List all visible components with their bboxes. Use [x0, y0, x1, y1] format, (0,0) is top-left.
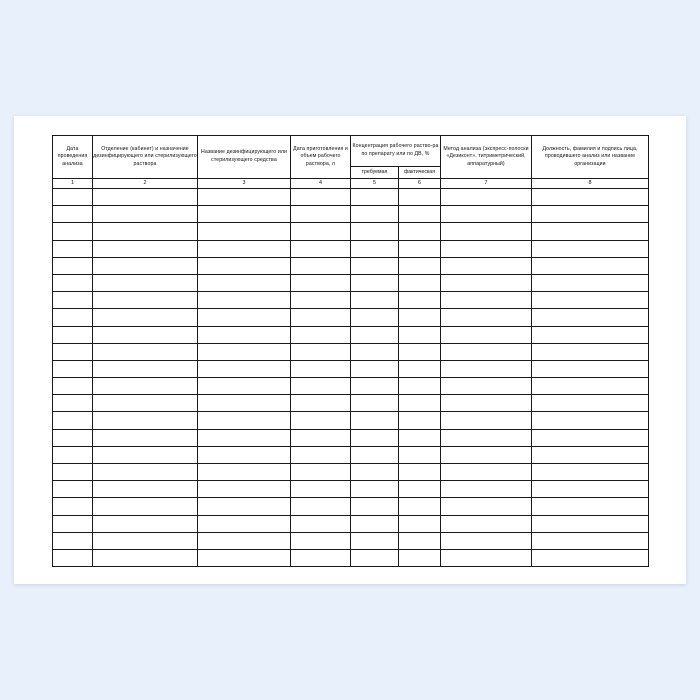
table-cell[interactable]: [291, 378, 351, 395]
table-cell[interactable]: [93, 412, 198, 429]
table-row[interactable]: [53, 223, 649, 240]
table-cell[interactable]: [399, 395, 441, 412]
table-cell[interactable]: [441, 446, 532, 463]
header-department-purpose: Отделение (кабинет) и назначение дезинфицирующего или стерилизующего раствора: [93, 136, 198, 179]
table-cell[interactable]: [351, 429, 399, 446]
table-cell[interactable]: [198, 498, 291, 515]
table-cell[interactable]: [53, 395, 93, 412]
table-cell[interactable]: [198, 360, 291, 377]
table-cell[interactable]: [291, 515, 351, 532]
table-cell[interactable]: [351, 515, 399, 532]
table-cell[interactable]: [399, 360, 441, 377]
table-cell[interactable]: [93, 223, 198, 240]
table-cell[interactable]: [399, 240, 441, 257]
table-cell[interactable]: [291, 360, 351, 377]
table-cell[interactable]: [198, 292, 291, 309]
journal-table-container: [52, 135, 648, 565]
table-cell[interactable]: [532, 223, 649, 240]
table-row[interactable]: [53, 378, 649, 395]
table-cell[interactable]: [53, 240, 93, 257]
table-row[interactable]: [53, 257, 649, 274]
table-cell[interactable]: [93, 240, 198, 257]
table-cell[interactable]: [399, 223, 441, 240]
table-cell[interactable]: [399, 292, 441, 309]
table-cell[interactable]: [93, 257, 198, 274]
table-cell[interactable]: [532, 326, 649, 343]
table-cell[interactable]: [291, 292, 351, 309]
table-cell[interactable]: [351, 189, 399, 206]
table-cell[interactable]: [532, 360, 649, 377]
column-number-row: [53, 179, 649, 189]
table-cell[interactable]: [399, 257, 441, 274]
table-row[interactable]: [53, 360, 649, 377]
table-row[interactable]: [53, 464, 649, 481]
table-cell[interactable]: [399, 189, 441, 206]
table-cell[interactable]: [399, 446, 441, 463]
table-cell[interactable]: [532, 429, 649, 446]
table-row[interactable]: [53, 395, 649, 412]
table-cell[interactable]: [53, 292, 93, 309]
table-cell[interactable]: [351, 257, 399, 274]
table-cell[interactable]: [532, 532, 649, 549]
table-row[interactable]: [53, 309, 649, 326]
table-cell[interactable]: [441, 309, 532, 326]
table-cell[interactable]: [399, 326, 441, 343]
table-cell[interactable]: [351, 343, 399, 360]
table-cell[interactable]: [351, 206, 399, 223]
table-cell[interactable]: [532, 498, 649, 515]
table-cell[interactable]: [441, 481, 532, 498]
table-cell[interactable]: [53, 498, 93, 515]
table-cell[interactable]: [532, 309, 649, 326]
table-cell[interactable]: [291, 464, 351, 481]
table-cell[interactable]: [93, 292, 198, 309]
table-cell[interactable]: [441, 515, 532, 532]
table-row[interactable]: [53, 429, 649, 446]
table-cell[interactable]: [399, 429, 441, 446]
table-cell[interactable]: [198, 240, 291, 257]
table-cell[interactable]: [532, 274, 649, 291]
table-cell[interactable]: [399, 464, 441, 481]
table-cell[interactable]: [93, 515, 198, 532]
table-cell[interactable]: [198, 532, 291, 549]
table-cell[interactable]: [53, 360, 93, 377]
table-row[interactable]: [53, 206, 649, 223]
table-row[interactable]: [53, 515, 649, 532]
table-cell[interactable]: [291, 223, 351, 240]
table-cell[interactable]: [399, 481, 441, 498]
table-cell[interactable]: [53, 274, 93, 291]
table-cell[interactable]: [351, 360, 399, 377]
table-cell[interactable]: [532, 292, 649, 309]
paper-sheet: [14, 116, 686, 584]
table-cell[interactable]: [93, 549, 198, 566]
table-cell[interactable]: [198, 549, 291, 566]
table-cell[interactable]: [53, 206, 93, 223]
table-cell[interactable]: [53, 223, 93, 240]
table-cell[interactable]: [441, 240, 532, 257]
table-cell[interactable]: [351, 309, 399, 326]
table-cell[interactable]: [399, 206, 441, 223]
table-cell[interactable]: [291, 257, 351, 274]
table-cell[interactable]: [198, 395, 291, 412]
column-number-1: 1: [53, 179, 93, 189]
table-cell[interactable]: [441, 292, 532, 309]
table-cell[interactable]: [53, 412, 93, 429]
table-row[interactable]: [53, 292, 649, 309]
table-cell[interactable]: [351, 274, 399, 291]
table-cell[interactable]: [198, 309, 291, 326]
table-cell[interactable]: [441, 257, 532, 274]
table-cell[interactable]: [198, 378, 291, 395]
table-row[interactable]: [53, 412, 649, 429]
header-agent-name: Название дезинфицирующего или стерилизующего средства: [198, 136, 291, 179]
table-cell[interactable]: [351, 240, 399, 257]
table-cell[interactable]: [532, 481, 649, 498]
table-cell[interactable]: [93, 189, 198, 206]
table-cell[interactable]: [53, 257, 93, 274]
table-cell[interactable]: [198, 481, 291, 498]
table-cell[interactable]: [291, 240, 351, 257]
table-cell[interactable]: [93, 532, 198, 549]
table-cell[interactable]: [399, 498, 441, 515]
table-row[interactable]: [53, 498, 649, 515]
header-preparation-date-volume: Дата приготовления и объем рабочего раствора, л: [291, 136, 351, 179]
table-cell[interactable]: [532, 240, 649, 257]
table-row[interactable]: [53, 549, 649, 566]
table-cell[interactable]: [93, 429, 198, 446]
table-cell[interactable]: [291, 206, 351, 223]
table-row[interactable]: [53, 189, 649, 206]
table-cell[interactable]: [198, 274, 291, 291]
table-cell[interactable]: [532, 412, 649, 429]
table-cell[interactable]: [53, 446, 93, 463]
table-cell[interactable]: [351, 378, 399, 395]
table-cell[interactable]: [441, 343, 532, 360]
table-cell[interactable]: [93, 274, 198, 291]
table-row[interactable]: [53, 481, 649, 498]
table-row[interactable]: [53, 532, 649, 549]
table-cell[interactable]: [351, 464, 399, 481]
table-cell[interactable]: [399, 549, 441, 566]
table-cell[interactable]: [291, 326, 351, 343]
table-cell[interactable]: [441, 464, 532, 481]
table-cell[interactable]: [93, 360, 198, 377]
table-cell[interactable]: [532, 343, 649, 360]
subheader-actual: фактическая: [399, 167, 441, 179]
table-cell[interactable]: [198, 206, 291, 223]
table-cell[interactable]: [532, 446, 649, 463]
table-cell[interactable]: [53, 378, 93, 395]
table-cell[interactable]: [441, 189, 532, 206]
table-cell[interactable]: [399, 532, 441, 549]
table-cell[interactable]: [291, 274, 351, 291]
header-responsible-person: Должность, фамилия и подпись лица, проводившего анализ или название организации: [532, 136, 649, 179]
column-number-6: 6: [399, 179, 441, 189]
table-cell[interactable]: [53, 532, 93, 549]
header-row-main: [53, 136, 649, 167]
table-cell[interactable]: [93, 464, 198, 481]
table-cell[interactable]: [198, 343, 291, 360]
table-cell[interactable]: [399, 515, 441, 532]
table-cell[interactable]: [53, 309, 93, 326]
table-cell[interactable]: [441, 549, 532, 566]
table-cell[interactable]: [93, 343, 198, 360]
header-date-of-analysis: Дата проведения анализа: [53, 136, 93, 179]
table-cell[interactable]: [351, 481, 399, 498]
table-cell[interactable]: [291, 481, 351, 498]
table-cell[interactable]: [93, 395, 198, 412]
table-cell[interactable]: [532, 189, 649, 206]
table-cell[interactable]: [93, 309, 198, 326]
table-row[interactable]: [53, 326, 649, 343]
column-number-2: 2: [93, 179, 198, 189]
table-row[interactable]: [53, 240, 649, 257]
table-cell[interactable]: [198, 412, 291, 429]
column-number-4: 4: [291, 179, 351, 189]
table-cell[interactable]: [291, 309, 351, 326]
table-cell[interactable]: [441, 223, 532, 240]
table-cell[interactable]: [441, 498, 532, 515]
table-cell[interactable]: [441, 429, 532, 446]
table-cell[interactable]: [532, 257, 649, 274]
table-cell[interactable]: [351, 326, 399, 343]
table-row[interactable]: [53, 274, 649, 291]
header-analysis-method: Метод анализа (экспресс-полоски «Дезиконт», титриметрический, аппаратурный): [441, 136, 532, 179]
table-cell[interactable]: [441, 274, 532, 291]
table-cell[interactable]: [441, 395, 532, 412]
column-number-8: 8: [532, 179, 649, 189]
table-cell[interactable]: [351, 549, 399, 566]
table-cell[interactable]: [351, 395, 399, 412]
table-cell[interactable]: [291, 498, 351, 515]
table-cell[interactable]: [291, 412, 351, 429]
header-concentration: Концентрация рабочего раство-ра по препарату или по ДВ, %: [351, 136, 441, 167]
table-cell[interactable]: [351, 292, 399, 309]
table-cell[interactable]: [53, 481, 93, 498]
table-cell[interactable]: [53, 429, 93, 446]
table-cell[interactable]: [291, 395, 351, 412]
table-cell[interactable]: [93, 498, 198, 515]
table-cell[interactable]: [53, 464, 93, 481]
table-cell[interactable]: [441, 360, 532, 377]
table-cell[interactable]: [351, 532, 399, 549]
table-cell[interactable]: [53, 189, 93, 206]
table-cell[interactable]: [291, 189, 351, 206]
table-cell[interactable]: [532, 378, 649, 395]
table-cell[interactable]: [532, 515, 649, 532]
table-cell[interactable]: [198, 223, 291, 240]
table-cell[interactable]: [291, 549, 351, 566]
table-cell[interactable]: [198, 326, 291, 343]
column-number-5: 5: [351, 179, 399, 189]
table-cell[interactable]: [53, 549, 93, 566]
table-cell[interactable]: [399, 378, 441, 395]
table-cell[interactable]: [351, 498, 399, 515]
table-cell[interactable]: [441, 378, 532, 395]
table-cell[interactable]: [291, 446, 351, 463]
table-cell[interactable]: [399, 343, 441, 360]
table-cell[interactable]: [532, 395, 649, 412]
table-cell[interactable]: [291, 343, 351, 360]
table-cell[interactable]: [399, 309, 441, 326]
table-header: [53, 136, 649, 189]
table-cell[interactable]: [53, 343, 93, 360]
table-cell[interactable]: [441, 532, 532, 549]
table-cell[interactable]: [198, 189, 291, 206]
table-cell[interactable]: [198, 257, 291, 274]
journal-table: [52, 135, 649, 567]
table-cell[interactable]: [441, 326, 532, 343]
column-number-7: 7: [441, 179, 532, 189]
table-cell[interactable]: [399, 274, 441, 291]
table-row[interactable]: [53, 343, 649, 360]
table-cell[interactable]: [399, 412, 441, 429]
table-cell[interactable]: [198, 515, 291, 532]
table-cell[interactable]: [198, 429, 291, 446]
table-cell[interactable]: [441, 206, 532, 223]
table-cell[interactable]: [532, 206, 649, 223]
table-cell[interactable]: [93, 206, 198, 223]
table-cell[interactable]: [291, 429, 351, 446]
table-cell[interactable]: [93, 326, 198, 343]
table-cell[interactable]: [93, 481, 198, 498]
column-number-3: 3: [198, 179, 291, 189]
table-cell[interactable]: [93, 446, 198, 463]
table-row[interactable]: [53, 446, 649, 463]
table-cell[interactable]: [53, 515, 93, 532]
table-cell[interactable]: [53, 326, 93, 343]
table-cell[interactable]: [532, 549, 649, 566]
table-cell[interactable]: [351, 412, 399, 429]
table-cell[interactable]: [291, 532, 351, 549]
table-cell[interactable]: [532, 464, 649, 481]
table-body: [53, 189, 649, 567]
table-cell[interactable]: [351, 223, 399, 240]
table-cell[interactable]: [93, 378, 198, 395]
subheader-required: требуемая: [351, 167, 399, 179]
table-cell[interactable]: [198, 446, 291, 463]
table-cell[interactable]: [198, 464, 291, 481]
table-cell[interactable]: [351, 446, 399, 463]
table-cell[interactable]: [441, 412, 532, 429]
